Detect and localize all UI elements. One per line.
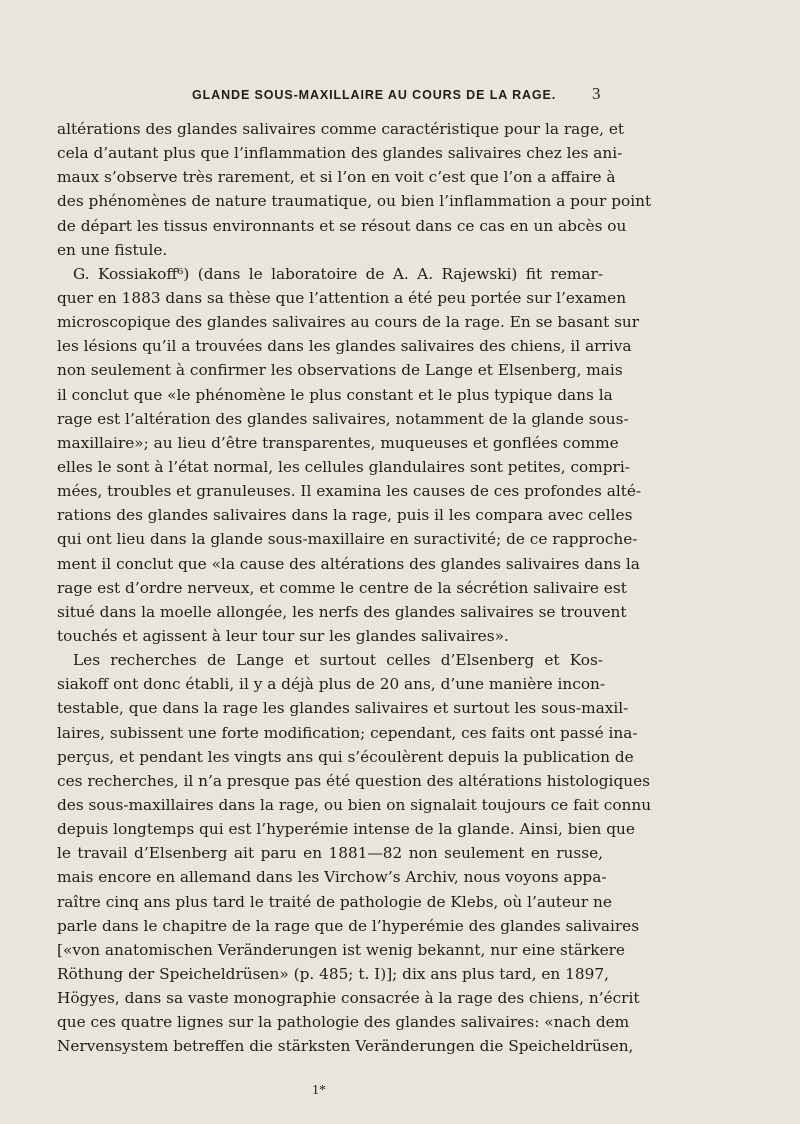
text-line: touchés et agissent à leur tour sur les glandes salivaires».: [57, 626, 509, 645]
text-line: Röthung der Speicheldrüsen» (p. 485; t. I)]; dix ans plus tard, en 1897,: [57, 964, 609, 983]
text-line: Högyes, dans sa vaste monographie consacrée à la rage des chiens, n’écrit: [57, 989, 640, 1008]
text-line: non seulement à confirmer les observations de Lange et Elsenberg, mais: [57, 361, 623, 380]
text-line: laires, subissent une forte modification; cependant, ces faits ont passé ina-: [57, 723, 638, 742]
text-line: microscopique des glandes salivaires au cours de la rage. En se basant sur: [57, 313, 640, 332]
text-line: ment il conclut que «la cause des altérations des glandes salivaires dans la: [57, 554, 640, 573]
text-line: les lésions qu’il a trouvées dans les glandes salivaires des chiens, il arriva: [57, 337, 632, 356]
text-line: quer en 1883 dans sa thèse que l’attention a été peu portée sur l’examen: [57, 288, 627, 307]
text-line: que ces quatre lignes sur la pathologie des glandes salivaires: «nach dem: [57, 1013, 630, 1032]
text-line: Les recherches de Lange et surtout celles d’Elsenberg et Kos-: [73, 651, 603, 670]
text-line: ces recherches, il n’a presque pas été question des altérations histologiques: [57, 771, 650, 790]
text-line: rations des glandes salivaires dans la rage, puis il les compara avec celles: [57, 506, 633, 525]
text-line: situé dans la moelle allongée, les nerfs des glandes salivaires se trouvent: [57, 602, 627, 621]
text-line: G. Kossiakoff⁶) (dans le laboratoire de A. A. Rajewski) fit remar-: [73, 264, 603, 283]
text-line: en une fistule.: [57, 240, 168, 259]
text-line: le travail d’Elsenberg ait paru en 1881—82 non seulement en russe,: [57, 844, 603, 863]
body-text: [57, 117, 652, 1058]
text-line: maxillaire»; au lieu d’être transparentes, muqueuses et gonflées comme: [57, 433, 619, 452]
page-number: 3: [592, 84, 601, 103]
text-line: maux s’observe très rarement, et si l’on en voit c’est que l’on a affaire à: [57, 168, 616, 187]
text-line: mais encore en allemand dans les Virchow’s Archiv, nous voyons appa-: [57, 868, 607, 887]
text-line: mées, troubles et granuleuses. Il examina les causes de ces profondes alté-: [57, 482, 642, 501]
text-line: rage est d’ordre nerveux, et comme le centre de la sécrétion salivaire est: [57, 578, 627, 597]
text-line: siakoff ont donc établi, il y a déjà plus de 20 ans, d’une manière incon-: [57, 675, 606, 694]
text-line: depuis longtemps qui est l’hyperémie intense de la glande. Ainsi, bien que: [57, 820, 635, 839]
text-line: des sous-maxillaires dans la rage, ou bien on signalait toujours ce fait connu: [57, 795, 652, 814]
text-line: rage est l’altération des glandes salivaires, notamment de la glande sous-: [57, 409, 629, 428]
text-line: de départ les tissus environnants et se résout dans ce cas en un abcès ou: [57, 216, 627, 235]
text-line: parle dans le chapitre de la rage que de l’hyperémie des glandes salivaires: [57, 916, 640, 935]
text-line: qui ont lieu dans la glande sous-maxillaire en suractivité; de ce rapproche-: [57, 530, 638, 549]
running-title: GLANDE SOUS-MAXILLAIRE AU COURS DE LA RAGE.: [192, 88, 557, 102]
text-line: cela d’autant plus que l’inflammation des glandes salivaires chez les ani-: [57, 144, 623, 163]
text-line: elles le sont à l’état normal, les cellules glandulaires sont petites, compri-: [57, 457, 630, 476]
text-line: [«von anatomischen Veränderungen ist wenig bekannt, nur eine stärkere: [57, 940, 625, 959]
text-line: raître cinq ans plus tard le traité de pathologie de Klebs, où l’auteur ne: [57, 892, 612, 911]
text-line: altérations des glandes salivaires comme caractéristique pour la rage, et: [57, 120, 625, 138]
signature-mark: 1*: [312, 1083, 326, 1098]
text-line: Nervensystem betreffen die stärksten Veränderungen die Speicheldrüsen,: [57, 1037, 634, 1056]
text-line: des phénomènes de nature traumatique, ou bien l’inflammation a pour point: [57, 192, 652, 211]
text-line: testable, que dans la rage les glandes salivaires et surtout les sous-maxil-: [57, 699, 629, 718]
text-line: il conclut que «le phénomène le plus constant et le plus typique dans la: [57, 385, 613, 404]
text-line: perçus, et pendant les vingts ans qui s’écoulèrent depuis la publication de: [57, 747, 634, 766]
